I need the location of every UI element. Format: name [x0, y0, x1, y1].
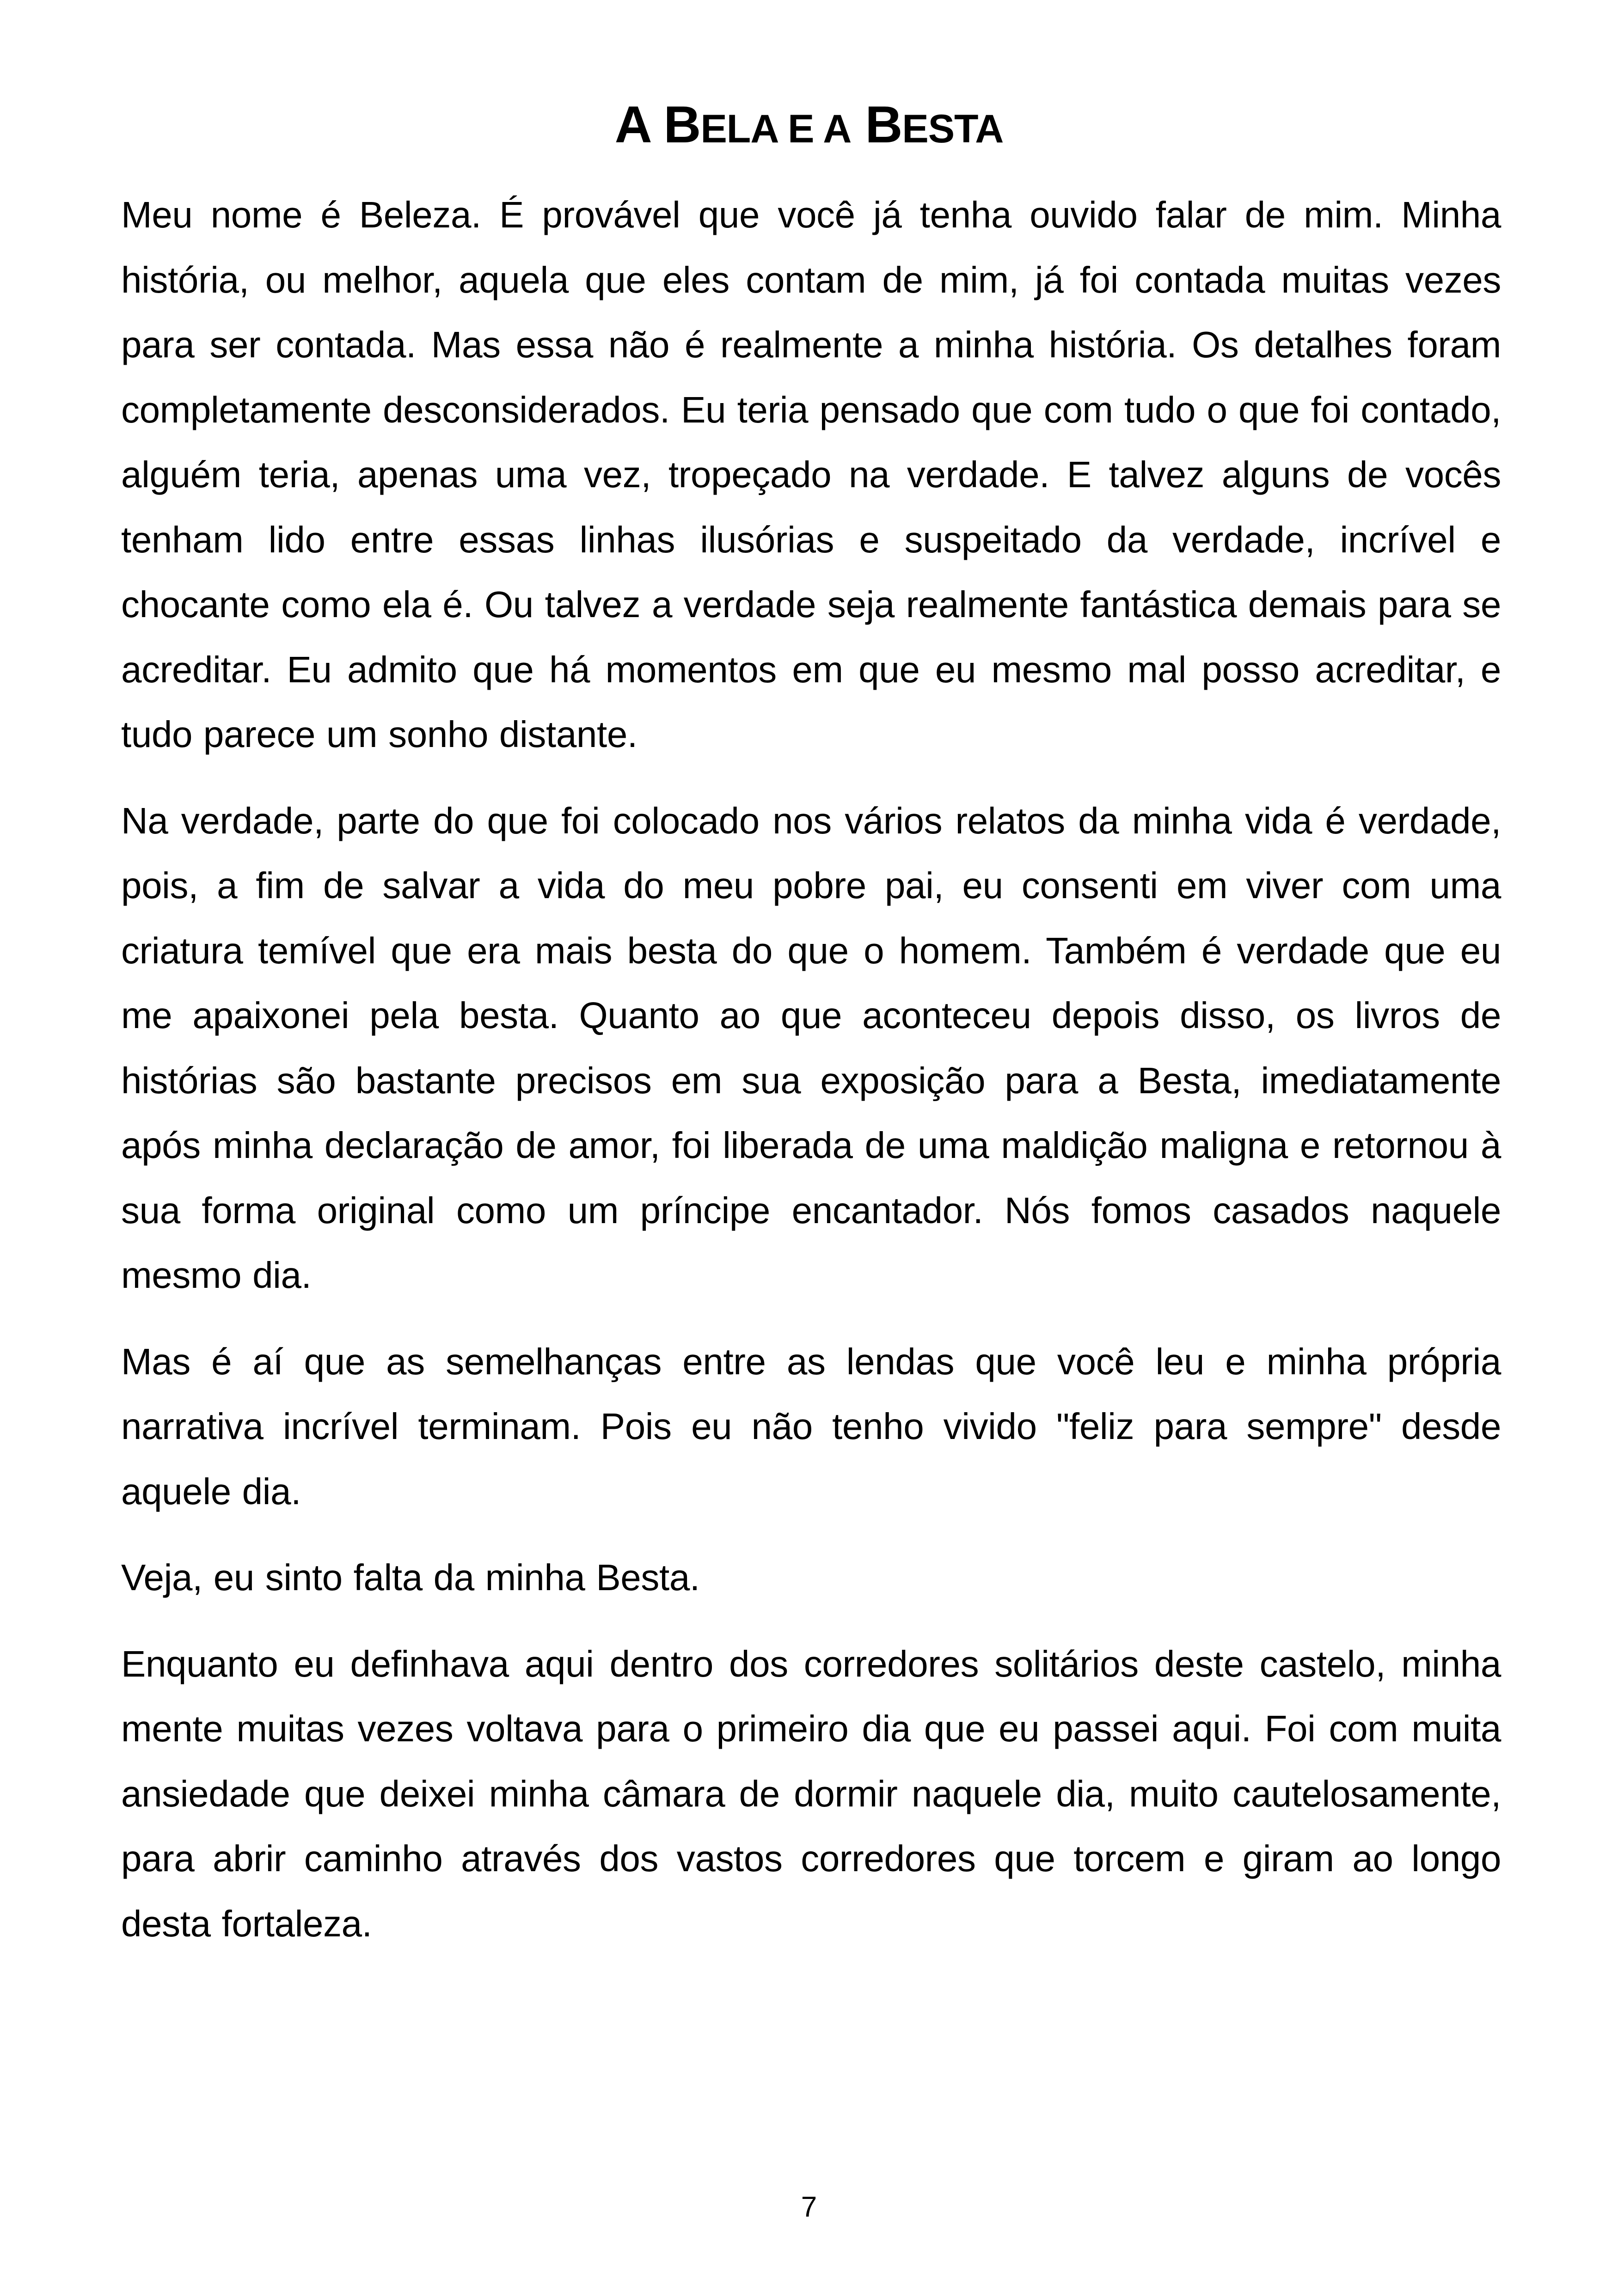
body-text: [121, 183, 1501, 1978]
paragraph-5: Enquanto eu definhava aqui dentro dos corredores solitários deste castelo, minha mente muitas vezes voltava para o primeiro dia que eu passei aqui. Foi com muita ansiedade que deixei minha câmara de dormir naquele dia, muito cautelosamente, para abrir caminho através dos vastos corredores que torcem e giram ao longo desta fortaleza.: [121, 1643, 1501, 1944]
page-number: 7: [801, 2191, 817, 2223]
title-initial-b2: B: [865, 96, 902, 153]
paragraph-1: Meu nome é Beleza. É provável que você já tenha ouvido falar de mim. Minha história, ou melhor, aquela que eles contam de mim, já foi contada muitas vezes para ser contada. Mas essa não é realmente a minha história. Os detalhes foram completamente desconsiderados. Eu teria pensado que com tudo o que foi contado, alguém teria, apenas uma vez, tropeçado na verdade. E talvez alguns de vocês tenham lido entre essas linhas ilusórias e suspeitado da verdade, incrível e chocante como ela é. Ou talvez a verdade seja realmente fantástica demais para se acreditar. Eu admito que há momentos em que eu mesmo mal posso acreditar, e tudo parece um sonho distante.: [121, 194, 1501, 755]
title-initial-b1: B: [663, 96, 701, 153]
title-initial-a: A: [614, 96, 650, 153]
title-smallcaps-1: ELA E A: [700, 107, 852, 151]
paragraph-2: Na verdade, parte do que foi colocado nos vários relatos da minha vida é verdade, pois, a fim de salvar a vida do meu pobre pai, eu consenti em viver com uma criatura temível que era mais besta do que o homem. Também é verdade que eu me apaixonei pela besta. Quanto ao que aconteceu depois disso, os livros de histórias são bastante precisos em sua exposição para a Besta, imediatamente após minha declaração de amor, foi liberada de uma maldição maligna e retornou à sua forma original como um príncipe encantador. Nós fomos casados naquele mesmo dia.: [121, 800, 1501, 1296]
page-title: [0, 92, 1618, 161]
paragraph-3: Mas é aí que as semelhanças entre as lendas que você leu e minha própria narrativa incrível terminam. Pois eu não tenho vivido "feliz para sempre" desde aquele dia.: [121, 1341, 1501, 1512]
title-smallcaps-2: ESTA: [902, 107, 1004, 151]
paragraph-4: Veja, eu sinto falta da minha Besta.: [121, 1557, 700, 1598]
